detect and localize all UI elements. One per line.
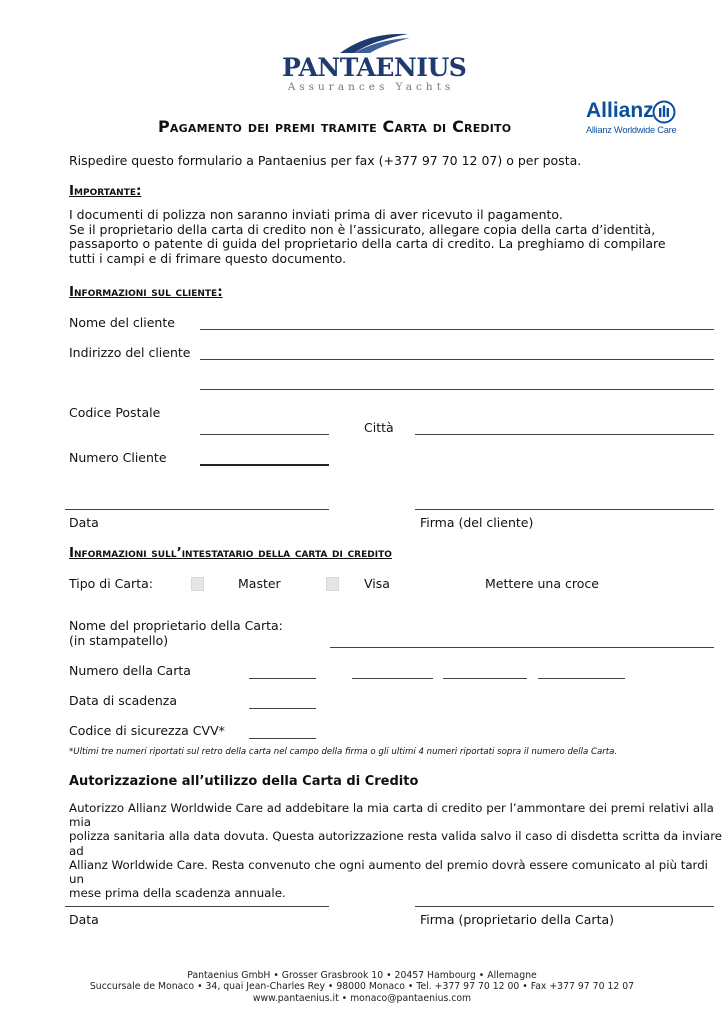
client-date-label: Data [69,515,99,530]
authorization-text [69,801,724,900]
cross-instruction: Mettere una croce [485,576,599,591]
brand-name: PANTAENIUS [282,53,467,82]
footer-web-line: www.pantaenius.it • monaco@pantaenius.com [252,992,472,1004]
authorization-heading: Autorizzazione all’utilizzo della Carta di Credito [69,774,419,789]
card-number-field-1[interactable] [249,678,316,679]
master-option-label: Master [238,576,281,591]
expiry-date-label: Data di scadenza [69,693,178,708]
page-footer [0,970,724,1004]
client-number-label: Numero Cliente [69,450,167,465]
expiry-date-field[interactable] [249,708,316,709]
authorization-line: mese prima della scadenza annuale. [69,886,286,901]
card-owner-label: Nome del proprietario della Carta: [69,618,283,633]
pantaenius-logo [282,30,467,96]
visa-option-label: Visa [364,576,390,591]
authorization-line: Allianz Worldwide Care. Resta convenuto che ogni aumento del premio dovrà essere comunicato al più tardi un [69,857,708,887]
authorization-line: Autorizzo Allianz Worldwide Care ad addebitare la mia carta di credito per l’ammontare dei premi relativi alla mia [69,801,714,830]
client-address-field[interactable] [200,359,714,360]
allianz-eagle-icon [652,100,676,124]
card-section-heading: Informazioni sull’intestatario della carta di credito [69,545,392,561]
owner-signature-label: Firma (proprietario della Carta) [420,912,615,927]
important-line: tutti i campi e di frimare questo documento. [69,250,347,266]
cvv-field[interactable] [249,738,316,739]
card-type-label: Tipo di Carta: [69,576,153,591]
brand-tagline: Assurances Yachts [287,81,455,93]
client-signature-label: Firma (del cliente) [420,515,534,530]
client-name-field[interactable] [200,329,714,330]
footer-company-line: Pantaenius GmbH • Grosser Grasbrook 10 • 20457 Hambourg • Allemagne [187,970,537,981]
client-name-label: Nome del cliente [69,315,175,330]
partner-subname: Allianz Worldwide Care [586,125,677,135]
card-owner-sublabel: (in stampatello) [69,633,169,648]
cvv-label: Codice di sicurezza CVV* [69,723,225,738]
city-label: Città [364,420,394,435]
card-owner-field[interactable] [330,647,714,648]
card-number-field-3[interactable] [443,678,527,679]
client-date-field[interactable] [65,509,329,510]
client-address-field-2[interactable] [200,389,714,390]
client-number-field[interactable] [200,464,329,466]
master-checkbox[interactable] [191,577,204,591]
partner-name: Allianz [586,99,654,122]
card-number-field-4[interactable] [538,678,625,679]
card-number-label: Numero della Carta [69,663,191,678]
owner-date-field[interactable] [65,906,329,907]
important-line: I documenti di polizza non saranno inviati prima di aver ricevuto il pagamento. [69,207,563,222]
intro-text: Rispedire questo formulario a Pantaenius per fax (+377 97 70 12 07) o per posta. [69,153,582,168]
card-number-field-2[interactable] [352,678,433,679]
owner-date-label: Data [69,912,99,927]
important-line: Se il proprietario della carta di credito non è l’assicurato, allegare copia della carta d’identità, [69,221,656,237]
footer-branch-line: Succursale de Monaco • 34, quai Jean-Charles Rey • 98000 Monaco • Tel. +377 97 70 12 00 • Fax +377 97 70 12 07 [89,981,635,993]
allianz-logo [586,99,686,139]
important-heading: Importante: [69,183,142,199]
authorization-line: polizza sanitaria alla data dovuta. Questa autorizzazione resta valida salvo il caso di disdetta scritta da inviare ad [69,829,723,858]
city-field[interactable] [415,434,714,435]
owner-signature-field[interactable] [415,906,714,907]
cvv-footnote: *Ultimi tre numeri riportati sul retro della carta nel campo della firma o gli ultimi 4 numeri riportati sopra il numero della Carta. [69,747,618,757]
postal-code-label: Codice Postale [69,405,161,420]
visa-checkbox[interactable] [326,577,339,591]
important-text [69,208,666,266]
page-title: Pagamento dei premi tramite Carta di Credito [158,117,512,136]
client-section-heading: Informazioni sul cliente: [69,284,223,300]
client-address-label: Indirizzo del cliente [69,345,191,360]
postal-code-field[interactable] [200,434,329,435]
client-signature-field[interactable] [415,509,714,510]
important-line: passaporto o patente di guida del proprietario della carta di credito. La preghiamo di compilare [69,236,666,252]
